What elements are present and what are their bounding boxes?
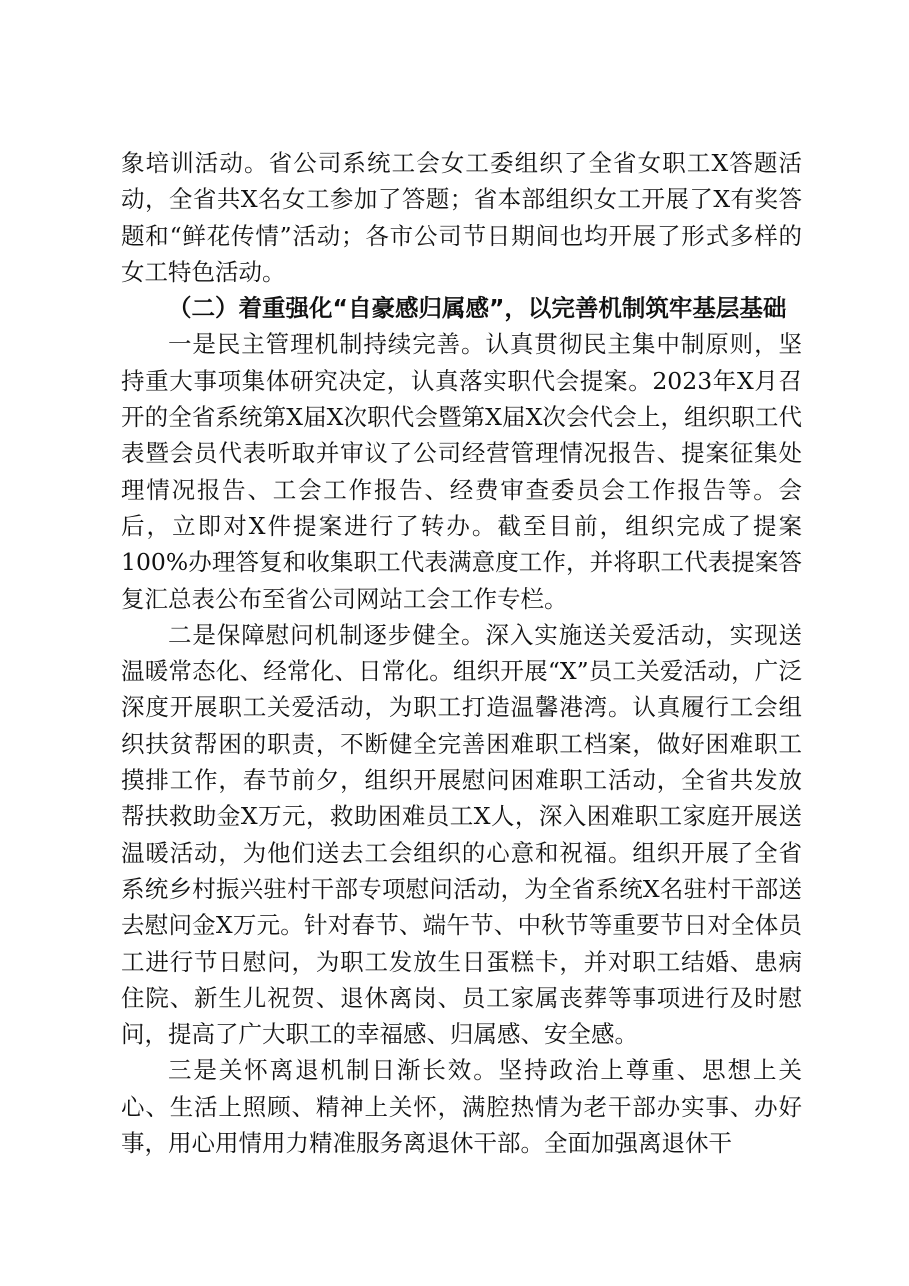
paragraph-democratic-management: 一是民主管理机制持续完善。认真贯彻民主集中制原则，坚持重大事项集体研究决定，认真落实职代会提案。2023年X月召开的全省系统第X届X次职代会暨第X届X次会代会上，组织职工代表暨会员代表听取并审议了公司经营管理情况报告、提案征集处理情况报告、工会工作报告、经费审查委员会工作报告等。会后，立即对X件提案进行了转办。截至目前，组织完成了提案100%办理答复和收集职工代表满意度工作，并将职工代表提案答复汇总表公布至省公司网站工会工作专栏。 (121, 330, 802, 613)
document-body (121, 145, 802, 1161)
section-heading: （二）着重强化“自豪感归属感”，以完善机制筑牢基层基础 (168, 294, 787, 323)
paragraph-retiree-care: 三是关怀离退机制日渐长效。坚持政治上尊重、思想上关心、生活上照顾、精神上关怀，满腔热情为老干部办实事、办好事，用心用情用力精准服务离退休干部。全面加强离退休干 (121, 1056, 802, 1158)
paragraph-support-condolence: 二是保障慰问机制逐步健全。深入实施送关爱活动，实现送温暖常态化、经常化、日常化。组织开展“X”员工关爱活动，广泛深度开展职工关爱活动，为职工打造温馨港湾。认真履行工会组织扶贫帮困的职责，不断健全完善困难职工档案，做好困难职工摸排工作，春节前夕，组织开展慰问困难职工活动，全省共发放帮扶救助金X万元，救助困难员工X人，深入困难职工家庭开展送温暖活动，为他们送去工会组织的心意和祝福。组织开展了全省系统乡村振兴驻村干部专项慰问活动，为全省系统X名驻村干部送去慰问金X万元。针对春节、端午节、中秋节等重要节日对全体员工进行节日慰问，为职工发放生日蛋糕卡，并对职工结婚、患病住院、新生儿祝贺、退休离岗、员工家属丧葬等事项进行及时慰问，提高了广大职工的幸福感、归属感、安全感。 (121, 620, 802, 1049)
paragraph-continuation: 象培训活动。省公司系统工会女工委组织了全省女职工X答题活动，全省共X名女工参加了答题；省本部组织女工开展了X有奖答题和“鲜花传情”活动；各市公司节日期间也均开展了形式多样的女工特色活动。 (121, 149, 802, 286)
